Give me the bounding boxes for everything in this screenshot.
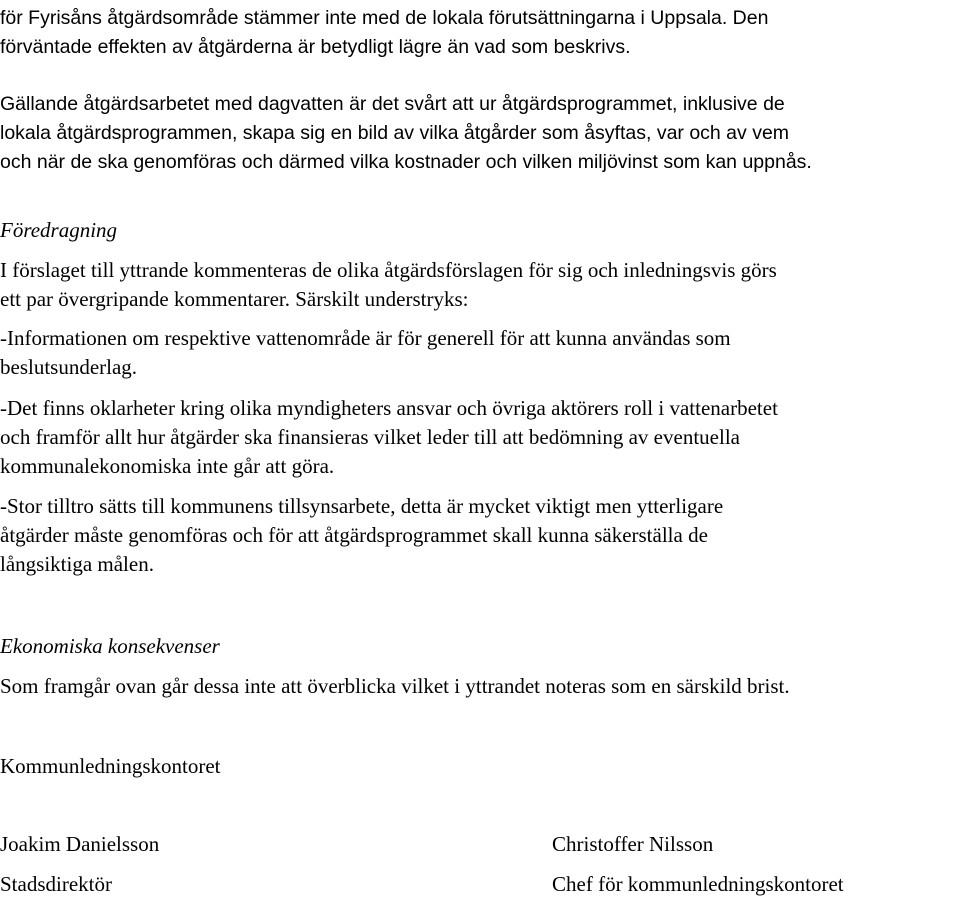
bullet-oklarheter [0, 394, 960, 481]
text-line: -Informationen om respektive vattenområde är för generell för att kunna användas som [0, 326, 731, 350]
paragraph-foredragning-intro [0, 256, 960, 314]
text-line: för Fyrisåns åtgärdsområde stämmer inte med de lokala förutsättningarna i Uppsala. Den [0, 7, 769, 29]
text-line: -Det finns oklarheter kring olika myndigheters ansvar och övriga aktörers roll i vattenarbetet [0, 396, 778, 420]
paragraph-dagvatten [0, 90, 960, 177]
text-line: beslutsunderlag. [0, 355, 138, 379]
text-line: och framför allt hur åtgärder ska finansieras vilket leder till att bedömning av eventuella [0, 425, 740, 449]
signature-right [552, 830, 960, 899]
signature-left [0, 830, 400, 899]
text-line: lokala åtgärdsprogrammen, skapa sig en bild av vilka åtgårder som åsyftas, var och av vem [0, 122, 790, 144]
text-line: I förslaget till yttrande kommenteras de olika åtgärdsförslagen för sig och inledningsvis görs [0, 258, 777, 282]
text-line: långsiktiga målen. [0, 552, 154, 576]
bullet-tillsyn [0, 492, 960, 579]
signatory-title: Stadsdirektör [0, 872, 112, 896]
signatory-name: Christoffer Nilsson [552, 832, 714, 856]
heading-foredragning: Föredragning [0, 218, 118, 242]
text-line: ett par övergripande kommentarer. Särskilt understryks: [0, 287, 469, 311]
bullet-information [0, 324, 960, 382]
office-name: Kommunledningskontoret [0, 754, 221, 778]
heading-ekonomiska-konsekvenser: Ekonomiska konsekvenser [0, 634, 220, 658]
paragraph-ekonomi: Som framgår ovan går dessa inte att överblicka vilket i yttrandet noteras som en särskild brist. [0, 674, 790, 698]
paragraph-fyrisan [0, 4, 960, 62]
signatory-title: Chef för kommunledningskontoret [552, 872, 844, 896]
signatory-name: Joakim Danielsson [0, 832, 160, 856]
text-line: Gällande åtgärdsarbetet med dagvatten är det svårt att ur åtgärdsprogrammet, inklusive de [0, 93, 785, 115]
text-line: och när de ska genomföras och därmed vilka kostnader och vilken miljövinst som kan uppnås. [0, 151, 812, 173]
text-line: -Stor tilltro sätts till kommunens tillsynsarbete, detta är mycket viktigt men ytterligare [0, 494, 724, 518]
text-line: åtgärder måste genomföras och för att åtgärdsprogrammet skall kunna säkerställa de [0, 523, 708, 547]
text-line: förväntade effekten av åtgärderna är betydligt lägre än vad som beskrivs. [0, 36, 631, 58]
text-line: kommunalekonomiska inte går att göra. [0, 454, 335, 478]
